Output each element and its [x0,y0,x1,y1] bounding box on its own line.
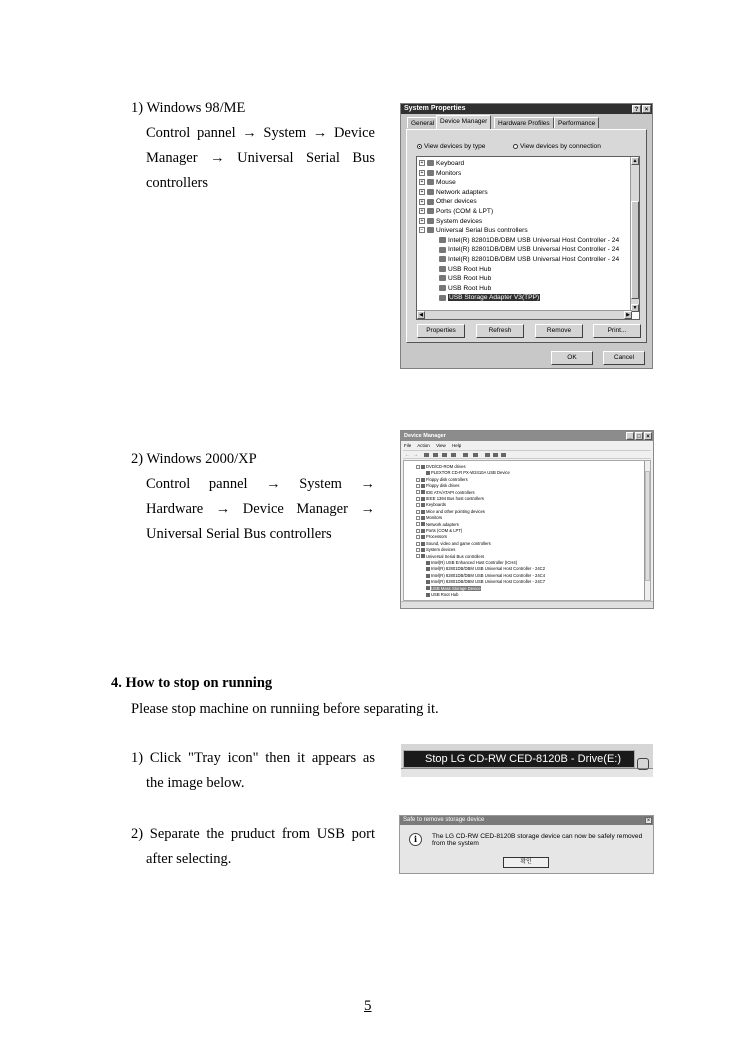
device-tree-label: Intel(R) 82801DB/DBM USB Universal Host Controller - 24 [448,236,620,244]
xp-tree-label: IDE ATA/ATAPI controllers [426,489,475,495]
device-icon [439,266,446,272]
xp-device-icon [421,490,425,494]
xp-tree-label: Floppy disk controllers [426,476,468,482]
xp-device-icon [421,516,425,520]
device-tree [416,156,640,320]
xp-expand-icon[interactable] [416,548,420,552]
device-tree-label: Other devices [436,198,477,206]
device-icon [439,256,446,262]
device-icon [439,247,446,253]
xp-device-icon [421,478,425,482]
xp-tree-label: Intel(R) 82801DB/DBM USB Universal Host Controller - 24C2 [431,566,546,572]
xp-tree-label: USB Root Hub [431,592,459,597]
xp-tree-label: Keyboards [426,502,447,508]
device-icon [427,218,434,224]
xp-tree-label: Intel(R) 82801DB/DBM USB Universal Host Controller - 24C4 [431,572,546,578]
xp-vertical-scrollbar[interactable] [644,461,650,600]
xp-expand-icon[interactable] [416,542,420,546]
dialog-titlebar [401,104,652,114]
scroll-left-icon[interactable]: ◀ [417,311,425,319]
xp-tree-label: Intel(R) 82801DB/DBM USB Universal Host Controller - 24C7 [431,579,546,585]
safe-remove-ok-button[interactable]: 확인 [503,857,549,868]
device-tree-label: Intel(R) 82801DB/DBM USB Universal Host Controller - 24 [448,256,620,263]
xp-device-icon [426,567,430,571]
help-icon[interactable]: ? [632,105,641,113]
win2000-label: 2) Windows 2000/XP [131,451,257,467]
xp-device-icon [426,586,430,590]
device-tree-label: USB Root Hub [448,275,492,283]
dialog-title: System Properties [404,105,466,112]
xp-expand-icon[interactable] [416,516,420,520]
tab-panel [406,129,647,343]
xp-tree-item[interactable] [416,464,466,470]
toolbar-icon-4[interactable] [451,453,456,457]
xp-device-icon [426,471,430,475]
xp-tree-item[interactable] [416,490,475,496]
xp-expand-icon[interactable] [416,465,420,469]
scroll-up-icon[interactable]: ▲ [632,158,638,164]
win2000-path-line2: Hardware → Device Manager → [146,501,375,517]
scroll-thumb[interactable] [631,201,639,299]
expand-icon[interactable]: + [420,160,424,167]
xp-tree-item[interactable] [416,483,460,489]
step1-line2: the image below. [146,775,245,791]
device-icon [427,199,434,205]
vertical-scrollbar[interactable] [630,157,639,312]
xp-device-icon [421,554,425,558]
device-tree-label: Monitors [436,169,462,177]
safe-remove-close-icon[interactable]: × [646,818,651,824]
radio-on-icon [417,144,422,149]
xp-tree-item[interactable] [426,470,510,476]
xp-device-icon [426,574,430,578]
safe-remove-title: Safe to remove storage device [403,817,485,823]
horizontal-scrollbar[interactable] [417,310,632,319]
xp-tree-item[interactable] [416,502,446,508]
xp-tree-item[interactable] [416,541,491,547]
cancel-button[interactable]: Cancel [603,351,645,365]
toolbar-icon-8[interactable] [493,453,498,457]
xp-tree-item[interactable] [416,534,447,540]
close-icon[interactable]: × [642,105,651,113]
xp-tree-label: Mice and other pointing devices [426,508,485,514]
safe-remove-message-line2: from the system [432,840,479,847]
device-tree-item[interactable] [439,255,619,264]
device-icon [427,208,434,214]
xp-tree-item[interactable] [426,586,481,592]
xp-tree-label: Monitors [426,515,443,521]
xp-tree-item[interactable] [416,522,459,528]
tray-popup-menu[interactable] [403,750,635,768]
tray-popup-screenshot [401,744,653,777]
xp-device-icon [421,522,425,526]
xp-device-icon [421,503,425,507]
xp-tree-item[interactable] [426,592,458,598]
xp-expand-icon[interactable] [416,535,420,539]
xp-device-icon [426,561,430,565]
expand-icon[interactable]: + [420,208,424,215]
xp-tree-label: Floppy disk drives [426,483,460,489]
device-tree-item[interactable] [439,293,540,302]
xp-scroll-thumb[interactable] [645,471,650,581]
xp-expand-icon[interactable] [416,529,420,533]
section4-heading: 4. How to stop on running [111,675,273,691]
win98-path-line2: Manager → Universal Serial Bus [146,150,375,166]
xp-tree-label: Ports (COM & LPT) [426,528,463,533]
win2000-path-line1: Control pannel → System → [146,476,375,492]
win98-path-line3: controllers [146,175,209,191]
xp-tree-item[interactable] [416,528,462,534]
device-tree-label: Keyboard [436,160,465,167]
device-icon [427,160,434,166]
xp-device-icon [421,510,425,514]
remove-button[interactable]: Remove [535,324,583,338]
device-icon [439,285,446,291]
toolbar-icon-7[interactable] [485,453,490,457]
xp-device-icon [421,548,425,552]
xp-tree-item[interactable] [416,477,468,483]
device-tree-item[interactable] [439,284,491,293]
xp-expand-icon[interactable] [416,510,420,514]
xp-tree-item[interactable] [426,560,517,566]
win2000-path-line3: Universal Serial Bus controllers [146,526,332,542]
toolbar-icon-2[interactable] [433,453,438,457]
toolbar-icon-5[interactable] [463,453,468,457]
device-tree-label: USB Root Hub [448,284,492,292]
xp-device-icon [421,529,425,533]
collapse-icon[interactable]: − [420,227,424,234]
xp-tree-item[interactable] [426,566,545,572]
properties-button[interactable]: Properties [417,324,465,338]
device-tree-item[interactable] [419,159,464,168]
tab-device-manager[interactable]: Device Manager [436,115,491,129]
refresh-button[interactable]: Refresh [476,324,524,338]
device-tree-label: Intel(R) 82801DB/DBM USB Universal Host Controller - 24 [448,246,620,254]
scroll-right-icon[interactable]: ▶ [624,311,632,319]
toolbar-icon-6[interactable] [473,453,478,457]
xp-tree-label: PLEXTOR CD-R PX-W2410A USB Device [431,470,510,476]
safe-remove-dialog [399,815,654,874]
page-number: 5 [364,998,372,1014]
device-icon [427,170,434,176]
xp-device-icon [421,497,425,501]
xp-tree-item[interactable] [416,509,485,515]
device-tree-label: Mouse [436,179,456,187]
xp-expand-icon[interactable] [416,490,420,494]
toolbar-icon-3[interactable] [442,453,447,457]
xp-tree-label: System devices [426,547,456,553]
xp-expand-icon[interactable] [416,503,420,507]
device-tree-label: USB Root Hub [448,265,492,273]
xp-close-icon[interactable]: × [644,432,652,440]
win98-path-line1: Control pannel → System → Device [146,125,375,141]
xp-device-icon [421,535,425,539]
menu-action[interactable]: Action [417,443,430,448]
xp-tree-label: Intel(R) USB Enhanced Host Controller (ICH4) [431,560,518,565]
xp-tree-item[interactable] [416,515,442,521]
device-tree-label: USB Storage Adapter V3(TPP) [449,294,540,302]
expand-icon[interactable]: + [420,169,424,176]
device-icon [427,227,434,233]
tab-performance[interactable]: Performance [554,117,599,128]
radio-view-by-type[interactable]: View devices by type [417,142,485,151]
device-icon [439,275,446,281]
expand-icon[interactable]: + [420,179,424,186]
device-tree-item[interactable] [439,274,491,283]
xp-device-icon [426,580,430,584]
xp-tree-item[interactable] [426,579,545,585]
radio-view-by-connection[interactable]: View devices by connection [513,142,601,151]
radio-off-icon [513,144,518,149]
xp-tree-label: Processors [426,534,447,540]
device-tree-item[interactable] [419,197,477,206]
xp-tree-label: IEEE 1394 Bus host controllers [426,496,484,501]
minimize-icon[interactable]: _ [626,432,634,440]
xp-expand-icon[interactable] [416,497,420,501]
device-tree-label: Ports (COM & LPT) [436,208,494,215]
xp-device-icon [426,593,430,597]
device-manager-window [400,430,654,609]
system-properties-dialog [400,103,653,369]
maximize-icon[interactable]: □ [635,432,643,440]
xp-expand-icon[interactable] [416,522,420,526]
xp-title: Device Manager [404,433,446,439]
xp-toolbar [403,450,651,459]
safe-remove-titlebar [400,816,653,825]
device-icon [427,179,434,185]
expand-icon[interactable]: + [420,198,424,205]
xp-tree-pane [403,460,651,601]
step2-line2: after selecting. [146,851,232,867]
device-tree-item[interactable] [419,169,461,178]
xp-tree-item[interactable] [416,554,484,560]
safe-remove-message-line1: The LG CD-RW CED-8120B storage device can now be safely removed [432,833,643,840]
toolbar-icon-1[interactable] [424,453,429,457]
section4-intro: Please stop machine on runniing before separating it. [131,701,439,717]
xp-tree-label: USB Mass Storage Device [431,585,481,591]
scroll-down-icon[interactable]: ▼ [632,305,638,311]
menu-help[interactable]: Help [452,443,462,448]
xp-device-icon [421,465,425,469]
tab-general[interactable]: General [407,117,438,128]
device-tree-item[interactable] [439,265,491,274]
xp-menubar [404,442,461,449]
xp-tree-label: DVD/CD-ROM drives [426,464,466,469]
forward-icon[interactable]: → [413,452,418,458]
device-tree-label: System devices [436,217,483,225]
step1-line1: 1) Click "Tray icon" then it appears as [131,750,375,766]
device-icon [439,237,446,243]
xp-statusbar [401,601,653,608]
info-icon: i [409,833,422,846]
back-icon[interactable]: ← [405,452,410,458]
device-tree-item[interactable] [419,188,488,197]
xp-tree-item[interactable] [426,573,545,579]
xp-expand-icon[interactable] [416,478,420,482]
expand-icon[interactable]: + [420,217,424,224]
xp-device-icon [421,484,425,488]
device-tree-item[interactable] [419,217,482,226]
step2-line1: 2) Separate the pruduct from USB port [131,826,375,842]
device-icon [427,189,434,195]
xp-tree-label: Sound, video and game controllers [426,540,491,546]
device-tree-item[interactable] [439,236,619,245]
xp-tree-label: Network adapters [426,521,459,527]
device-tree-item[interactable] [419,207,493,216]
tab-hardware-profiles[interactable]: Hardware Profiles [494,117,554,128]
taskbar-strip [401,768,653,777]
xp-expand-icon[interactable] [416,484,420,488]
xp-expand-icon[interactable] [416,554,420,558]
ok-button[interactable]: OK [551,351,593,365]
device-tree-item[interactable] [419,178,456,187]
device-tree-label: Universal Serial Bus controllers [436,227,528,235]
xp-tree-label: Universal Serial Bus controllers [426,553,485,559]
menu-file[interactable]: File [404,443,412,448]
tray-icon[interactable] [637,758,649,770]
xp-device-icon [421,542,425,546]
xp-titlebar [401,431,653,441]
toolbar-icon-9[interactable] [501,453,506,457]
tray-popup-label: Stop LG CD-RW CED-8120B - Drive(E:) [425,753,622,765]
device-tree-item[interactable] [439,245,619,254]
print-button[interactable]: Print... [593,324,641,338]
expand-icon[interactable]: + [420,189,424,196]
menu-view[interactable]: View [436,443,446,448]
device-icon [439,295,446,301]
win98-label: 1) Windows 98/ME [131,100,246,116]
device-tree-item[interactable] [419,226,528,235]
xp-tree-item[interactable] [416,496,484,502]
xp-tree-item[interactable] [416,547,455,553]
device-tree-label: Network adapters [436,188,488,196]
